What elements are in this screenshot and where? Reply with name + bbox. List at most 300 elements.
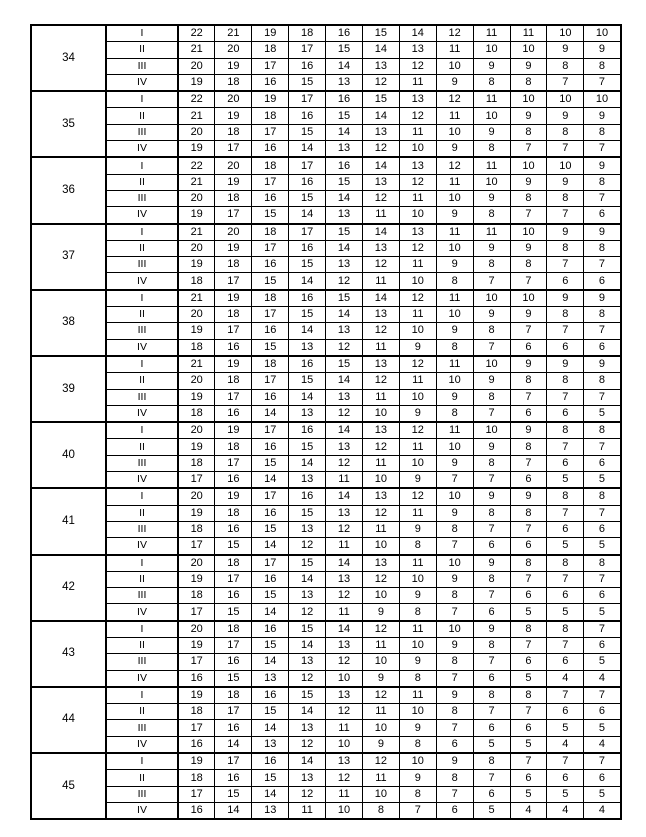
- value-cell: 13: [326, 571, 363, 587]
- value-cell: 17: [252, 555, 289, 572]
- value-cell: 12: [399, 290, 436, 307]
- value-cell: 14: [252, 786, 289, 802]
- value-cell: 9: [510, 356, 547, 373]
- value-cell: 19: [252, 91, 289, 108]
- value-cell: 17: [289, 224, 326, 241]
- grade-cell: II: [106, 505, 178, 521]
- value-cell: 10: [473, 108, 510, 124]
- value-cell: 22: [178, 157, 215, 174]
- table-row: [31, 373, 621, 389]
- table-row: [31, 670, 621, 687]
- value-cell: 14: [289, 323, 326, 339]
- value-cell: 17: [252, 307, 289, 323]
- value-cell: 10: [547, 25, 584, 42]
- value-cell: 6: [510, 538, 547, 555]
- value-cell: 20: [178, 240, 215, 256]
- value-cell: 10: [362, 405, 399, 422]
- value-cell: 16: [252, 753, 289, 770]
- value-cell: 5: [547, 538, 584, 555]
- table-row: [31, 25, 621, 42]
- table-row: [31, 207, 621, 224]
- value-cell: 16: [326, 91, 363, 108]
- value-cell: 12: [326, 455, 363, 471]
- age-cell: 44: [31, 687, 106, 753]
- value-cell: 15: [289, 439, 326, 455]
- value-cell: 6: [547, 405, 584, 422]
- value-cell: 21: [178, 174, 215, 190]
- value-cell: 13: [289, 588, 326, 604]
- value-cell: 14: [362, 108, 399, 124]
- value-cell: 10: [399, 704, 436, 720]
- value-cell: 4: [547, 802, 584, 819]
- value-cell: 12: [326, 704, 363, 720]
- value-cell: 11: [436, 174, 473, 190]
- value-cell: 12: [399, 356, 436, 373]
- value-cell: 10: [584, 91, 621, 108]
- value-cell: 8: [510, 373, 547, 389]
- value-cell: 5: [584, 786, 621, 802]
- grade-cell: IV: [106, 207, 178, 224]
- age-cell: 40: [31, 422, 106, 488]
- value-cell: 7: [473, 472, 510, 489]
- value-cell: 19: [178, 257, 215, 273]
- value-cell: 7: [510, 273, 547, 290]
- value-cell: 7: [547, 753, 584, 770]
- table-row: [31, 74, 621, 91]
- value-cell: 13: [399, 157, 436, 174]
- value-cell: 19: [215, 58, 252, 74]
- value-cell: 7: [510, 455, 547, 471]
- value-cell: 16: [215, 405, 252, 422]
- value-cell: 16: [215, 339, 252, 356]
- value-cell: 4: [584, 736, 621, 753]
- value-cell: 11: [436, 422, 473, 439]
- value-cell: 8: [510, 124, 547, 140]
- value-cell: 6: [584, 273, 621, 290]
- value-cell: 4: [584, 670, 621, 687]
- value-cell: 12: [362, 621, 399, 638]
- table-row: [31, 356, 621, 373]
- grade-cell: I: [106, 488, 178, 505]
- value-cell: 7: [584, 190, 621, 206]
- value-cell: 7: [584, 323, 621, 339]
- value-cell: 15: [289, 74, 326, 91]
- value-cell: 10: [362, 472, 399, 489]
- value-cell: 9: [547, 224, 584, 241]
- value-cell: 17: [289, 42, 326, 58]
- value-cell: 8: [584, 373, 621, 389]
- value-cell: 6: [547, 654, 584, 670]
- value-cell: 7: [473, 770, 510, 786]
- value-cell: 8: [547, 422, 584, 439]
- value-cell: 21: [215, 25, 252, 42]
- value-cell: 9: [436, 74, 473, 91]
- value-cell: 9: [473, 555, 510, 572]
- value-cell: 16: [326, 25, 363, 42]
- table-row: [31, 604, 621, 621]
- value-cell: 14: [252, 720, 289, 736]
- value-cell: 13: [289, 405, 326, 422]
- value-cell: 7: [473, 654, 510, 670]
- value-cell: 15: [252, 770, 289, 786]
- value-cell: 16: [289, 422, 326, 439]
- value-cell: 18: [215, 373, 252, 389]
- value-cell: 14: [362, 42, 399, 58]
- value-cell: 7: [547, 389, 584, 405]
- value-cell: 14: [326, 422, 363, 439]
- value-cell: 8: [473, 257, 510, 273]
- value-cell: 13: [289, 654, 326, 670]
- grade-cell: II: [106, 240, 178, 256]
- value-cell: 12: [362, 74, 399, 91]
- value-cell: 11: [362, 339, 399, 356]
- value-cell: 14: [326, 124, 363, 140]
- value-cell: 16: [215, 654, 252, 670]
- value-cell: 6: [584, 521, 621, 537]
- age-cell: 41: [31, 488, 106, 554]
- value-cell: 8: [510, 555, 547, 572]
- value-cell: 11: [473, 224, 510, 241]
- table-row: [31, 538, 621, 555]
- grade-cell: IV: [106, 670, 178, 687]
- value-cell: 9: [473, 621, 510, 638]
- score-table: [30, 24, 622, 820]
- value-cell: 10: [362, 786, 399, 802]
- value-cell: 18: [289, 25, 326, 42]
- value-cell: 8: [399, 538, 436, 555]
- value-cell: 16: [252, 141, 289, 158]
- value-cell: 20: [178, 307, 215, 323]
- value-cell: 12: [362, 439, 399, 455]
- value-cell: 18: [215, 555, 252, 572]
- grade-cell: II: [106, 108, 178, 124]
- value-cell: 11: [326, 720, 363, 736]
- value-cell: 7: [547, 439, 584, 455]
- value-cell: 19: [178, 637, 215, 653]
- value-cell: 9: [436, 505, 473, 521]
- value-cell: 10: [510, 224, 547, 241]
- value-cell: 13: [362, 58, 399, 74]
- value-cell: 7: [547, 637, 584, 653]
- age-cell: 42: [31, 555, 106, 621]
- value-cell: 8: [399, 786, 436, 802]
- value-cell: 7: [473, 273, 510, 290]
- value-cell: 9: [510, 174, 547, 190]
- value-cell: 13: [399, 91, 436, 108]
- value-cell: 7: [473, 339, 510, 356]
- value-cell: 11: [362, 704, 399, 720]
- grade-cell: I: [106, 687, 178, 704]
- value-cell: 15: [289, 621, 326, 638]
- value-cell: 11: [326, 472, 363, 489]
- value-cell: 5: [510, 786, 547, 802]
- value-cell: 17: [289, 91, 326, 108]
- value-cell: 14: [326, 555, 363, 572]
- value-cell: 5: [473, 736, 510, 753]
- table-row: [31, 108, 621, 124]
- value-cell: 6: [510, 472, 547, 489]
- value-cell: 13: [252, 802, 289, 819]
- value-cell: 12: [326, 654, 363, 670]
- grade-cell: I: [106, 224, 178, 241]
- value-cell: 15: [289, 555, 326, 572]
- value-cell: 8: [473, 389, 510, 405]
- table-row: [31, 488, 621, 505]
- value-cell: 7: [584, 505, 621, 521]
- grade-cell: II: [106, 42, 178, 58]
- value-cell: 6: [473, 538, 510, 555]
- value-cell: 9: [399, 588, 436, 604]
- value-cell: 15: [362, 91, 399, 108]
- value-cell: 15: [252, 521, 289, 537]
- value-cell: 7: [436, 720, 473, 736]
- table-row: [31, 439, 621, 455]
- value-cell: 7: [510, 389, 547, 405]
- value-cell: 15: [326, 42, 363, 58]
- value-cell: 20: [178, 555, 215, 572]
- value-cell: 6: [473, 786, 510, 802]
- grade-cell: I: [106, 25, 178, 42]
- value-cell: 7: [584, 257, 621, 273]
- value-cell: 20: [178, 190, 215, 206]
- value-cell: 16: [289, 290, 326, 307]
- table-row: [31, 405, 621, 422]
- value-cell: 17: [215, 389, 252, 405]
- grade-cell: I: [106, 621, 178, 638]
- value-cell: 10: [547, 91, 584, 108]
- grade-cell: IV: [106, 736, 178, 753]
- value-cell: 13: [326, 257, 363, 273]
- value-cell: 9: [510, 488, 547, 505]
- table-row: [31, 505, 621, 521]
- grade-cell: III: [106, 588, 178, 604]
- value-cell: 12: [326, 339, 363, 356]
- value-cell: 10: [510, 290, 547, 307]
- value-cell: 11: [399, 687, 436, 704]
- value-cell: 21: [178, 290, 215, 307]
- value-cell: 9: [510, 240, 547, 256]
- value-cell: 5: [510, 604, 547, 621]
- value-cell: 14: [362, 290, 399, 307]
- value-cell: 8: [510, 621, 547, 638]
- value-cell: 6: [510, 405, 547, 422]
- value-cell: 8: [436, 704, 473, 720]
- value-cell: 21: [178, 108, 215, 124]
- grade-cell: III: [106, 654, 178, 670]
- value-cell: 8: [399, 736, 436, 753]
- value-cell: 17: [252, 58, 289, 74]
- value-cell: 9: [584, 108, 621, 124]
- table-row: [31, 190, 621, 206]
- value-cell: 10: [436, 240, 473, 256]
- table-row: [31, 290, 621, 307]
- value-cell: 8: [584, 174, 621, 190]
- value-cell: 10: [436, 621, 473, 638]
- value-cell: 9: [362, 670, 399, 687]
- value-cell: 19: [215, 290, 252, 307]
- value-cell: 13: [362, 307, 399, 323]
- value-cell: 19: [252, 25, 289, 42]
- value-cell: 7: [547, 257, 584, 273]
- value-cell: 15: [252, 637, 289, 653]
- value-cell: 10: [473, 356, 510, 373]
- grade-cell: III: [106, 389, 178, 405]
- value-cell: 12: [436, 157, 473, 174]
- value-cell: 6: [547, 455, 584, 471]
- value-cell: 19: [215, 174, 252, 190]
- value-cell: 7: [473, 405, 510, 422]
- value-cell: 16: [252, 389, 289, 405]
- value-cell: 16: [252, 74, 289, 91]
- value-cell: 15: [215, 786, 252, 802]
- value-cell: 10: [326, 802, 363, 819]
- table-row: [31, 770, 621, 786]
- value-cell: 12: [436, 25, 473, 42]
- value-cell: 13: [362, 555, 399, 572]
- value-cell: 6: [584, 637, 621, 653]
- value-cell: 9: [584, 224, 621, 241]
- value-cell: 19: [178, 207, 215, 224]
- grade-cell: III: [106, 455, 178, 471]
- value-cell: 13: [289, 472, 326, 489]
- value-cell: 12: [326, 405, 363, 422]
- value-cell: 13: [362, 174, 399, 190]
- value-cell: 15: [215, 604, 252, 621]
- value-cell: 8: [510, 687, 547, 704]
- value-cell: 6: [547, 770, 584, 786]
- value-cell: 11: [326, 786, 363, 802]
- value-cell: 9: [584, 157, 621, 174]
- value-cell: 4: [510, 802, 547, 819]
- value-cell: 12: [362, 323, 399, 339]
- value-cell: 10: [547, 157, 584, 174]
- value-cell: 16: [252, 439, 289, 455]
- value-cell: 9: [510, 307, 547, 323]
- value-cell: 9: [547, 290, 584, 307]
- value-cell: 11: [399, 307, 436, 323]
- value-cell: 9: [473, 190, 510, 206]
- value-cell: 17: [215, 571, 252, 587]
- value-cell: 9: [436, 141, 473, 158]
- value-cell: 16: [178, 670, 215, 687]
- value-cell: 22: [178, 25, 215, 42]
- value-cell: 8: [473, 323, 510, 339]
- value-cell: 8: [436, 588, 473, 604]
- value-cell: 5: [547, 472, 584, 489]
- value-cell: 7: [473, 704, 510, 720]
- value-cell: 11: [399, 74, 436, 91]
- table-row: [31, 240, 621, 256]
- value-cell: 19: [215, 356, 252, 373]
- grade-cell: II: [106, 307, 178, 323]
- value-cell: 13: [289, 720, 326, 736]
- value-cell: 12: [399, 240, 436, 256]
- value-cell: 16: [252, 323, 289, 339]
- value-cell: 12: [362, 687, 399, 704]
- table-row: [31, 588, 621, 604]
- value-cell: 7: [584, 621, 621, 638]
- table-row: [31, 753, 621, 770]
- value-cell: 16: [178, 802, 215, 819]
- value-cell: 4: [584, 802, 621, 819]
- value-cell: 12: [399, 174, 436, 190]
- value-cell: 9: [399, 521, 436, 537]
- value-cell: 14: [326, 307, 363, 323]
- value-cell: 14: [326, 488, 363, 505]
- value-cell: 17: [215, 323, 252, 339]
- score-table-body: [31, 25, 621, 819]
- value-cell: 8: [547, 555, 584, 572]
- value-cell: 17: [252, 373, 289, 389]
- value-cell: 8: [473, 687, 510, 704]
- value-cell: 12: [289, 736, 326, 753]
- value-cell: 16: [215, 770, 252, 786]
- table-row: [31, 257, 621, 273]
- value-cell: 12: [326, 273, 363, 290]
- value-cell: 9: [399, 720, 436, 736]
- value-cell: 5: [510, 670, 547, 687]
- grade-cell: IV: [106, 273, 178, 290]
- value-cell: 12: [289, 786, 326, 802]
- value-cell: 12: [399, 488, 436, 505]
- value-cell: 8: [436, 521, 473, 537]
- value-cell: 9: [473, 373, 510, 389]
- value-cell: 9: [473, 58, 510, 74]
- value-cell: 13: [289, 521, 326, 537]
- value-cell: 5: [584, 654, 621, 670]
- value-cell: 5: [473, 802, 510, 819]
- value-cell: 16: [252, 505, 289, 521]
- grade-cell: I: [106, 422, 178, 439]
- value-cell: 6: [473, 720, 510, 736]
- value-cell: 10: [362, 588, 399, 604]
- value-cell: 18: [178, 405, 215, 422]
- value-cell: 16: [252, 621, 289, 638]
- value-cell: 13: [326, 439, 363, 455]
- value-cell: 13: [252, 736, 289, 753]
- value-cell: 19: [215, 240, 252, 256]
- value-cell: 13: [399, 224, 436, 241]
- grade-cell: II: [106, 704, 178, 720]
- value-cell: 5: [547, 720, 584, 736]
- value-cell: 11: [362, 389, 399, 405]
- value-cell: 12: [326, 521, 363, 537]
- table-row: [31, 472, 621, 489]
- value-cell: 16: [252, 571, 289, 587]
- value-cell: 9: [584, 356, 621, 373]
- value-cell: 14: [362, 224, 399, 241]
- value-cell: 16: [252, 257, 289, 273]
- value-cell: 5: [584, 720, 621, 736]
- value-cell: 7: [584, 389, 621, 405]
- value-cell: 8: [584, 240, 621, 256]
- value-cell: 17: [215, 455, 252, 471]
- value-cell: 8: [362, 802, 399, 819]
- grade-cell: I: [106, 356, 178, 373]
- grade-cell: II: [106, 439, 178, 455]
- value-cell: 8: [473, 571, 510, 587]
- value-cell: 9: [436, 455, 473, 471]
- age-cell: 39: [31, 356, 106, 422]
- value-cell: 14: [289, 389, 326, 405]
- value-cell: 11: [362, 207, 399, 224]
- grade-cell: III: [106, 720, 178, 736]
- value-cell: 10: [399, 571, 436, 587]
- value-cell: 12: [362, 753, 399, 770]
- value-cell: 10: [510, 157, 547, 174]
- value-cell: 9: [473, 307, 510, 323]
- value-cell: 6: [510, 720, 547, 736]
